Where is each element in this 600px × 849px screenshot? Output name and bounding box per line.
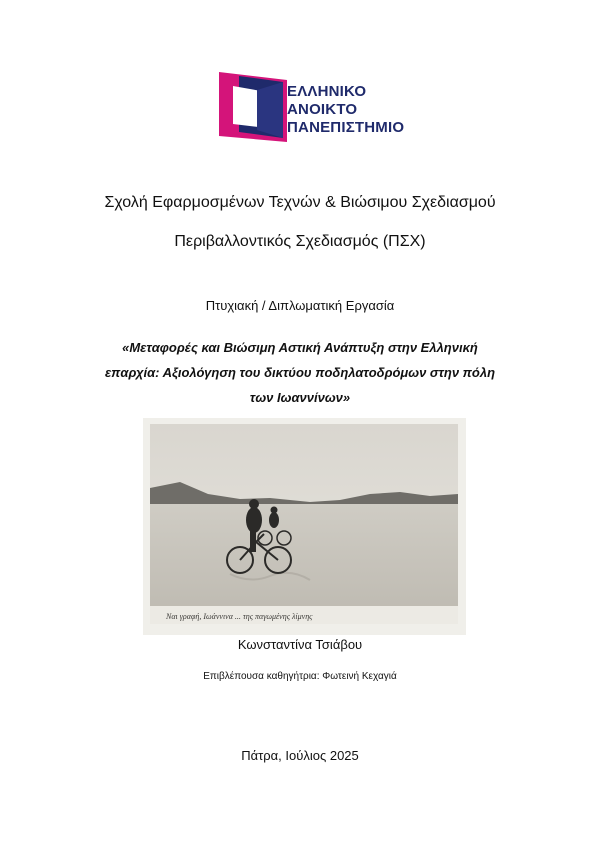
thesis-title (0, 335, 600, 410)
title-line-2: επαρχία: Αξιολόγηση του δικτύου ποδηλατοδρόμων στην πόλη (104, 365, 496, 380)
logo-line-1: ΕΛΛΗΝΙΚΟ (287, 83, 367, 100)
cover-photo-frame (143, 418, 466, 635)
author-name: Κωνσταντίνα Τσιάβου (237, 637, 363, 652)
school-name: Σχολή Εφαρμοσμένων Τεχνών & Βιώσιμου Σχεδιασμού (104, 194, 496, 211)
logo-text (287, 83, 404, 137)
photo-caption: Ναι γραφή, Ιωάννινα ... της παγωμένης λίμνης (166, 612, 313, 621)
logo-line-3: ΠΑΝΕΠΙΣΤΗΜΙΟ (287, 119, 405, 136)
title-line-1: «Μεταφορές και Βιώσιμη Αστική Ανάπτυξη στην Ελληνική (122, 340, 478, 355)
program-name: Περιβαλλοντικός Σχεδιασμός (ΠΣΧ) (174, 233, 426, 250)
place-date: Πάτρα, Ιούλιος 2025 (241, 748, 359, 763)
cover-photo (150, 424, 458, 624)
logo-line-2: ΑΝΟΙΚΤΟ (287, 101, 358, 118)
supervisor: Επιβλέπουσα καθηγήτρια: Φωτεινή Κεχαγιά (203, 671, 397, 682)
logo-navy-fold (257, 82, 283, 138)
title-line-3: των Ιωαννίνων» (249, 390, 351, 405)
thesis-type: Πτυχιακή / Διπλωματική Εργασία (205, 298, 395, 313)
